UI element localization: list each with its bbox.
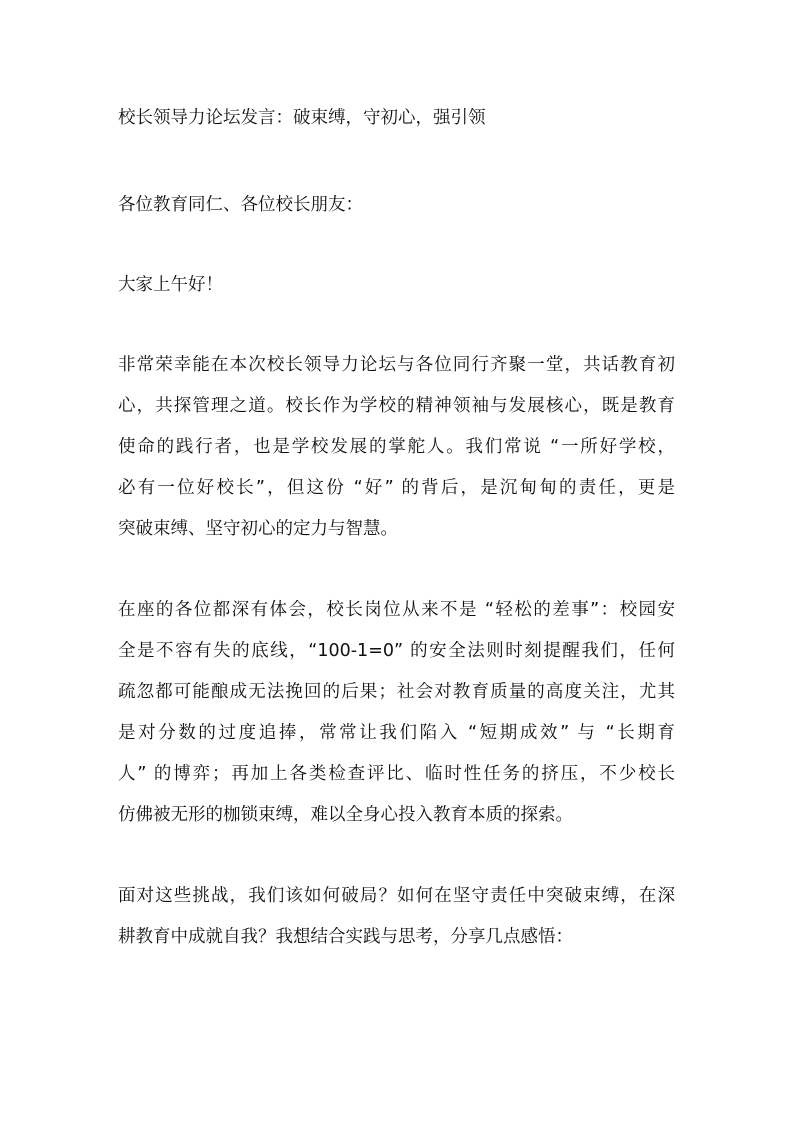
text-line: 必有一位好校长”，但这份 “好” 的背后，是沉甸甸的责任，更是 — [118, 478, 675, 498]
text-line: 疏忽都可能酿成无法挽回的后果；社会对教育质量的高度关注，尤其 — [118, 682, 675, 702]
text-line: 全是不容有失的底线，“100-1=0” 的安全法则时刻提醒我们，任何 — [118, 641, 675, 661]
text-line: 是对分数的过度追捧，常常让我们陷入 “短期成效” 与 “长期育 — [118, 723, 675, 743]
salutation: 各位教育同仁、各位校长朋友： — [118, 195, 363, 215]
text-line: 耕教育中成就自我？我想结合实践与思考，分享几点感悟： — [118, 927, 573, 947]
text-line: 仿佛被无形的枷锁束缚，难以全身心投入教育本质的探索。 — [118, 805, 573, 825]
text-line: 突破束缚、坚守初心的定力与智慧。 — [118, 519, 398, 539]
text-line: 非常荣幸能在本次校长领导力论坛与各位同行齐聚一堂，共话教育初 — [118, 355, 675, 375]
text-line: 使命的践行者，也是学校发展的掌舵人。我们常说 “一所好学校， — [118, 437, 675, 457]
document-title: 校长领导力论坛发言：破束缚，守初心，强引领 — [118, 108, 486, 128]
text-line: 在座的各位都深有体会，校长岗位从来不是 “轻松的差事”：校园安 — [118, 600, 675, 620]
text-line: 面对这些挑战，我们该如何破局？如何在坚守责任中突破束缚，在深 — [118, 886, 675, 906]
text-line: 人” 的博弈；再加上各类检查评比、临时性任务的挤压，不少校长 — [118, 764, 675, 784]
greeting: 大家上午好！ — [118, 275, 223, 295]
text-line: 心，共探管理之道。校长作为学校的精神领袖与发展核心，既是教育 — [118, 396, 675, 416]
